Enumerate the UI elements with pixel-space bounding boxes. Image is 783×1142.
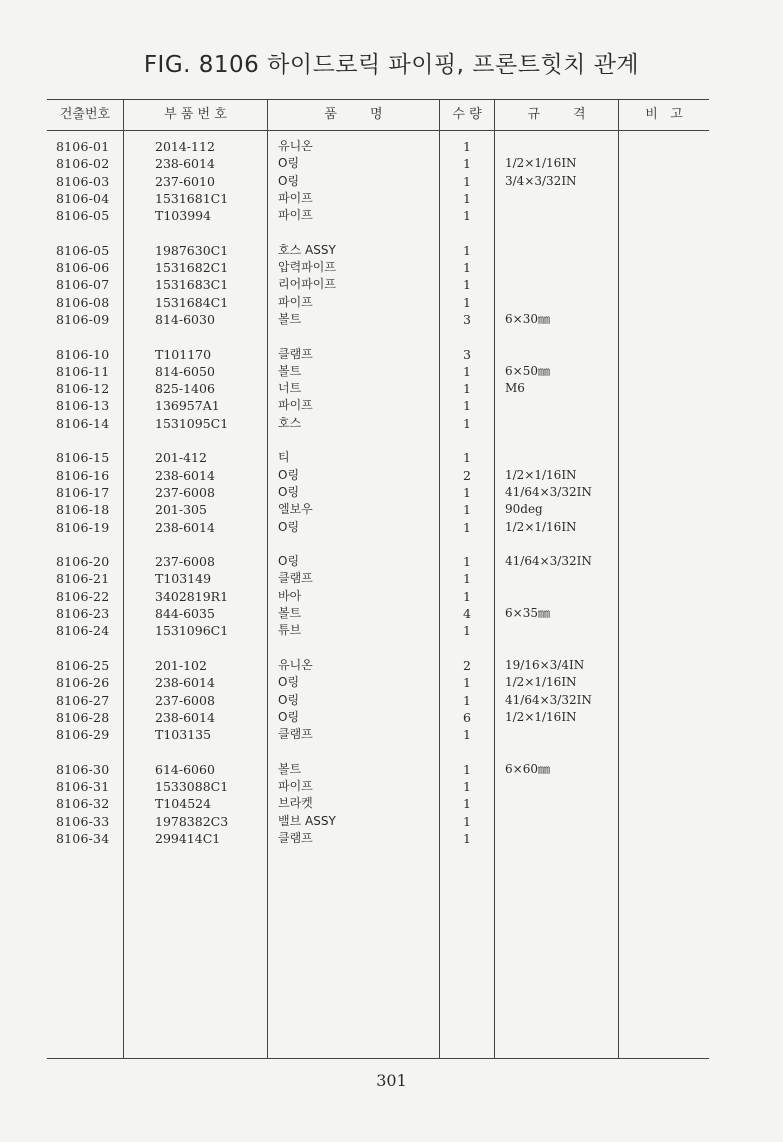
part-number: T101170	[155, 346, 212, 362]
quantity: 1	[463, 363, 471, 379]
table-row	[0, 259, 783, 276]
table-row	[0, 709, 783, 726]
table-row	[0, 605, 783, 622]
part-name: 볼트	[278, 311, 302, 326]
part-name: 바아	[278, 588, 302, 603]
part-name: O링	[278, 709, 300, 724]
part-number: 238-6014	[155, 709, 215, 725]
ref-number: 8106-01	[56, 139, 110, 154]
ref-number: 8106-31	[56, 778, 110, 794]
table-row	[0, 795, 783, 812]
ref-number: 8106-21	[56, 571, 110, 587]
quantity: 1	[463, 588, 471, 604]
quantity: 1	[463, 623, 471, 639]
ref-number: 8106-33	[56, 813, 110, 829]
part-number: 1531681C1	[155, 190, 229, 206]
spec: 1/2×1/16IN	[505, 709, 577, 724]
quantity: 1	[463, 208, 471, 224]
part-name: 파이프	[278, 208, 313, 223]
spec: 1/2×1/16IN	[505, 675, 577, 690]
ref-number: 8106-13	[56, 398, 110, 414]
table-row	[0, 813, 783, 830]
part-name: 브라켓	[278, 796, 313, 811]
ref-number: 8106-19	[56, 519, 110, 535]
quantity: 1	[463, 260, 471, 276]
table-row	[0, 363, 783, 380]
row-group	[0, 346, 783, 432]
row-group	[0, 449, 783, 535]
row-group	[0, 657, 783, 743]
part-name: O링	[278, 467, 300, 482]
part-name: 튜브	[278, 623, 302, 638]
page-number: 301	[376, 1071, 407, 1090]
part-number: 237-6010	[155, 173, 215, 189]
part-number: 1531095C1	[155, 415, 229, 431]
ref-number: 8106-08	[56, 294, 110, 310]
ref-number: 8106-32	[56, 796, 110, 812]
ref-number: 8106-14	[56, 415, 110, 431]
quantity: 2	[463, 467, 471, 483]
part-name: 클램프	[278, 571, 313, 586]
part-number: 1531096C1	[155, 623, 229, 639]
ref-number: 8106-10	[56, 346, 110, 362]
spec: 1/2×1/16IN	[505, 467, 577, 482]
row-group	[0, 242, 783, 328]
part-number: T103149	[155, 571, 212, 587]
quantity: 1	[463, 778, 471, 794]
table-bottom-rule	[47, 1058, 709, 1059]
spec: 6×50㎜	[505, 363, 550, 378]
quantity: 1	[463, 571, 471, 587]
ref-number: 8106-25	[56, 657, 110, 673]
part-name: O링	[278, 484, 300, 499]
ref-number: 8106-15	[56, 450, 110, 466]
ref-number: 8106-22	[56, 588, 110, 604]
row-group	[0, 138, 783, 224]
quantity: 1	[463, 173, 471, 189]
part-name: 클램프	[278, 727, 313, 742]
quantity: 1	[463, 242, 471, 258]
table-row	[0, 346, 783, 363]
part-number: 2014-112	[155, 139, 215, 154]
part-number: 844-6035	[155, 606, 215, 622]
spec: 6×30㎜	[505, 311, 550, 326]
ref-number: 8106-03	[56, 173, 110, 189]
table-row	[0, 467, 783, 484]
table-row	[0, 449, 783, 466]
ref-number: 8106-30	[56, 761, 110, 777]
part-name: 파이프	[278, 778, 313, 793]
ref-number: 8106-34	[56, 830, 110, 846]
ref-number: 8106-24	[56, 623, 110, 639]
part-name: 밸브 ASSY	[278, 813, 336, 828]
part-name: 볼트	[278, 363, 302, 378]
table-row	[0, 294, 783, 311]
table-row	[0, 830, 783, 847]
part-name: 리어파이프	[278, 277, 336, 292]
header-spec: 규 격	[527, 107, 586, 122]
table-row	[0, 622, 783, 639]
header-qty: 수 량	[452, 107, 482, 122]
quantity: 1	[463, 692, 471, 708]
page-title: FIG. 8106 하이드로릭 파이핑, 프론트힛치 관계	[143, 52, 640, 78]
table-row	[0, 761, 783, 778]
quantity: 1	[463, 415, 471, 431]
part-number: 238-6014	[155, 467, 215, 483]
part-name: 너트	[278, 381, 302, 396]
part-name: 압력파이프	[278, 260, 336, 275]
table-row	[0, 380, 783, 397]
quantity: 1	[463, 156, 471, 172]
table-row	[0, 415, 783, 432]
quantity: 3	[463, 346, 471, 362]
quantity: 1	[463, 277, 471, 293]
part-number: T104524	[155, 796, 212, 812]
ref-number: 8106-12	[56, 381, 110, 397]
part-number: 1531684C1	[155, 294, 229, 310]
spec: 1/2×1/16IN	[505, 156, 577, 171]
part-number: 3402819R1	[155, 588, 229, 604]
quantity: 4	[463, 606, 471, 622]
part-name: 클램프	[278, 830, 313, 845]
part-name: O링	[278, 519, 300, 534]
part-number: 136957A1	[155, 398, 220, 414]
part-name: 호스 ASSY	[278, 242, 336, 257]
table-row	[0, 155, 783, 172]
part-number: 201-102	[155, 657, 207, 673]
quantity: 1	[463, 294, 471, 310]
quantity: 1	[463, 139, 471, 154]
table-row	[0, 276, 783, 293]
part-name: 볼트	[278, 761, 302, 776]
ref-number: 8106-20	[56, 554, 110, 570]
ref-number: 8106-29	[56, 727, 110, 743]
table-row	[0, 190, 783, 207]
spec: 41/64×3/32IN	[505, 554, 592, 569]
spec: 90deg	[505, 502, 543, 517]
quantity: 1	[463, 484, 471, 500]
ref-number: 8106-16	[56, 467, 110, 483]
ref-number: 8106-09	[56, 311, 110, 327]
spec: 41/64×3/32IN	[505, 484, 592, 499]
quantity: 1	[463, 554, 471, 570]
ref-number: 8106-17	[56, 484, 110, 500]
part-number: 237-6008	[155, 692, 215, 708]
ref-number: 8106-05	[56, 208, 110, 224]
part-number: 299414C1	[155, 830, 221, 846]
part-number: 814-6050	[155, 363, 215, 379]
table-row	[0, 138, 783, 155]
table-top-rule	[47, 99, 709, 100]
header-bottom-rule	[47, 130, 709, 131]
part-name: 유니온	[278, 657, 313, 672]
part-name: 파이프	[278, 294, 313, 309]
part-number: 237-6008	[155, 554, 215, 570]
table-row	[0, 242, 783, 259]
part-name: O링	[278, 173, 300, 188]
part-number: 1978382C3	[155, 813, 229, 829]
header-ref: 건출번호	[59, 107, 111, 122]
ref-number: 8106-07	[56, 277, 110, 293]
quantity: 1	[463, 502, 471, 518]
table-row	[0, 553, 783, 570]
quantity: 1	[463, 519, 471, 535]
quantity: 6	[463, 709, 471, 725]
spec: 41/64×3/32IN	[505, 692, 592, 707]
quantity: 1	[463, 675, 471, 691]
spec: 6×60㎜	[505, 761, 550, 776]
ref-number: 8106-11	[56, 363, 110, 379]
part-number: 238-6014	[155, 519, 215, 535]
part-number: 1987630C1	[155, 242, 229, 258]
quantity: 1	[463, 813, 471, 829]
table-row	[0, 692, 783, 709]
ref-number: 8106-05	[56, 242, 110, 258]
table-row	[0, 207, 783, 224]
quantity: 1	[463, 761, 471, 777]
part-number: T103994	[155, 208, 212, 224]
part-number: 238-6014	[155, 675, 215, 691]
part-name: O링	[278, 156, 300, 171]
part-name: O링	[278, 692, 300, 707]
part-number: 237-6008	[155, 484, 215, 500]
part-number: 201-305	[155, 502, 207, 518]
part-name: O링	[278, 675, 300, 690]
part-number: 614-6060	[155, 761, 215, 777]
part-name: 엘보우	[278, 502, 313, 517]
spec: 6×35㎜	[505, 606, 550, 621]
table-row	[0, 311, 783, 328]
quantity: 1	[463, 796, 471, 812]
part-number: 1531683C1	[155, 277, 229, 293]
parts-table-body	[0, 138, 783, 864]
ref-number: 8106-26	[56, 675, 110, 691]
quantity: 1	[463, 727, 471, 743]
ref-number: 8106-18	[56, 502, 110, 518]
table-row	[0, 674, 783, 691]
header-note: 비 고	[645, 107, 683, 122]
table-row	[0, 588, 783, 605]
ref-number: 8106-04	[56, 190, 110, 206]
ref-number: 8106-06	[56, 260, 110, 276]
quantity: 1	[463, 190, 471, 206]
quantity: 1	[463, 830, 471, 846]
part-name: 유니온	[278, 139, 313, 153]
spec: 1/2×1/16IN	[505, 519, 577, 534]
ref-number: 8106-28	[56, 709, 110, 725]
part-name: 파이프	[278, 398, 313, 413]
row-group	[0, 553, 783, 639]
quantity: 3	[463, 311, 471, 327]
part-number: T103135	[155, 727, 212, 743]
part-number: 238-6014	[155, 156, 215, 172]
table-row	[0, 397, 783, 414]
part-name: 볼트	[278, 606, 302, 621]
part-name: 호스	[278, 415, 302, 430]
part-name: 파이프	[278, 190, 313, 205]
table-row	[0, 501, 783, 518]
header-part: 부 품 번 호	[164, 107, 227, 122]
table-row	[0, 519, 783, 536]
quantity: 1	[463, 381, 471, 397]
part-number: 825-1406	[155, 381, 215, 397]
quantity: 1	[463, 450, 471, 466]
quantity: 1	[463, 398, 471, 414]
part-number: 1531682C1	[155, 260, 229, 276]
part-name: O링	[278, 554, 300, 569]
ref-number: 8106-27	[56, 692, 110, 708]
part-name: 클램프	[278, 346, 313, 361]
part-name: 티	[278, 450, 290, 465]
table-row	[0, 173, 783, 190]
row-group	[0, 761, 783, 847]
table-row	[0, 657, 783, 674]
ref-number: 8106-23	[56, 606, 110, 622]
table-row	[0, 484, 783, 501]
spec: 19/16×3/4IN	[505, 657, 585, 672]
quantity: 2	[463, 657, 471, 673]
part-number: 1533088C1	[155, 778, 229, 794]
table-row	[0, 778, 783, 795]
table-row	[0, 726, 783, 743]
table-row	[0, 570, 783, 587]
ref-number: 8106-02	[56, 156, 110, 172]
part-number: 201-412	[155, 450, 207, 466]
header-name: 품 명	[324, 107, 383, 122]
part-number: 814-6030	[155, 311, 215, 327]
spec: M6	[505, 381, 525, 396]
spec: 3/4×3/32IN	[505, 173, 577, 188]
